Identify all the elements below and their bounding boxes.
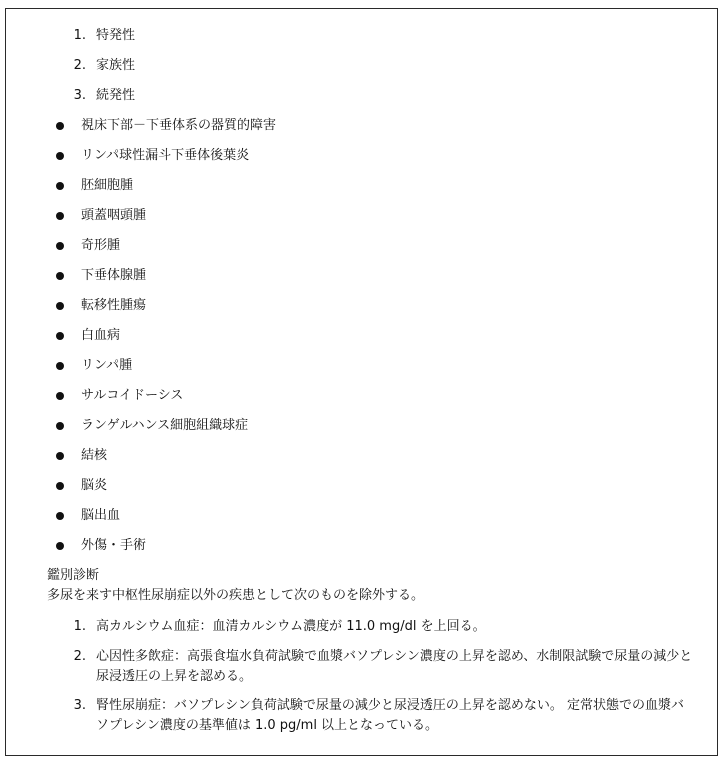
bullet-icon bbox=[56, 212, 64, 220]
bullet-icon bbox=[56, 122, 64, 130]
bullet-icon bbox=[56, 302, 64, 310]
diagnosis-item: 高カルシウム血症：血清カルシウム濃度が 11.0 mg/dl を上回る。 bbox=[96, 619, 486, 634]
bullet-icon bbox=[56, 152, 64, 160]
list-number: 2. bbox=[73, 58, 86, 73]
section-heading: 鑑別診断 bbox=[47, 568, 100, 583]
bullet-icon bbox=[56, 362, 64, 370]
bullet-item: リンパ腫 bbox=[81, 358, 133, 373]
bullet-icon bbox=[56, 182, 64, 190]
diagnosis-item: 腎性尿崩症：バソプレシン負荷試験で尿量の減少と尿浸透圧の上昇を認めない。 定常状態での血漿バソプレシン濃度の基準値は 1.0 pg/ml 以上となっている。 bbox=[96, 698, 684, 733]
bullet-item: サルコイドーシス bbox=[81, 388, 184, 403]
bullet-icon bbox=[56, 482, 64, 490]
bullet-icon bbox=[56, 392, 64, 400]
bullet-icon bbox=[56, 272, 64, 280]
bullet-item: 脳炎 bbox=[81, 478, 108, 493]
section-intro: 多尿を来す中枢性尿崩症以外の疾患として次のものを除外する。 bbox=[47, 588, 425, 603]
list-item-text: 家族性 bbox=[96, 58, 136, 73]
list-item-text: 特発性 bbox=[96, 28, 136, 43]
bullet-item: ランゲルハンス細胞組織球症 bbox=[81, 418, 249, 433]
diagnosis-item: 心因性多飲症：高張食塩水負荷試験で血漿バソプレシン濃度の上昇を認め、水制限試験で尿量の減少と尿浸透圧の上昇を認める。 bbox=[96, 649, 693, 684]
bullet-icon bbox=[56, 242, 64, 250]
bullet-icon bbox=[56, 542, 64, 550]
bullet-item: 結核 bbox=[81, 448, 108, 463]
bullet-icon bbox=[56, 512, 64, 520]
list-number: 3. bbox=[73, 88, 86, 103]
list-number: 3. bbox=[73, 698, 86, 713]
bullet-item: 頭蓋咽頭腫 bbox=[81, 208, 147, 223]
bullet-item: 脳出血 bbox=[81, 508, 121, 523]
bullet-icon bbox=[56, 452, 64, 460]
bullet-icon bbox=[56, 422, 64, 430]
bullet-item: 胚細胞腫 bbox=[81, 178, 134, 193]
bullet-item: 奇形腫 bbox=[81, 238, 121, 253]
bullet-item: 転移性腫瘍 bbox=[81, 298, 147, 313]
list-number: 1. bbox=[73, 28, 86, 43]
bullet-item: リンパ球性漏斗下垂体後葉炎 bbox=[81, 148, 250, 163]
bullet-item: 視床下部－下垂体系の器質的障害 bbox=[81, 118, 277, 133]
list-item-text: 続発性 bbox=[96, 88, 136, 103]
bullet-item: 白血病 bbox=[81, 328, 121, 343]
bullet-icon bbox=[56, 332, 64, 340]
list-number: 1. bbox=[73, 619, 86, 634]
list-number: 2. bbox=[73, 649, 86, 664]
bullet-item: 下垂体腺腫 bbox=[81, 268, 147, 283]
bullet-item: 外傷・手術 bbox=[81, 538, 147, 553]
